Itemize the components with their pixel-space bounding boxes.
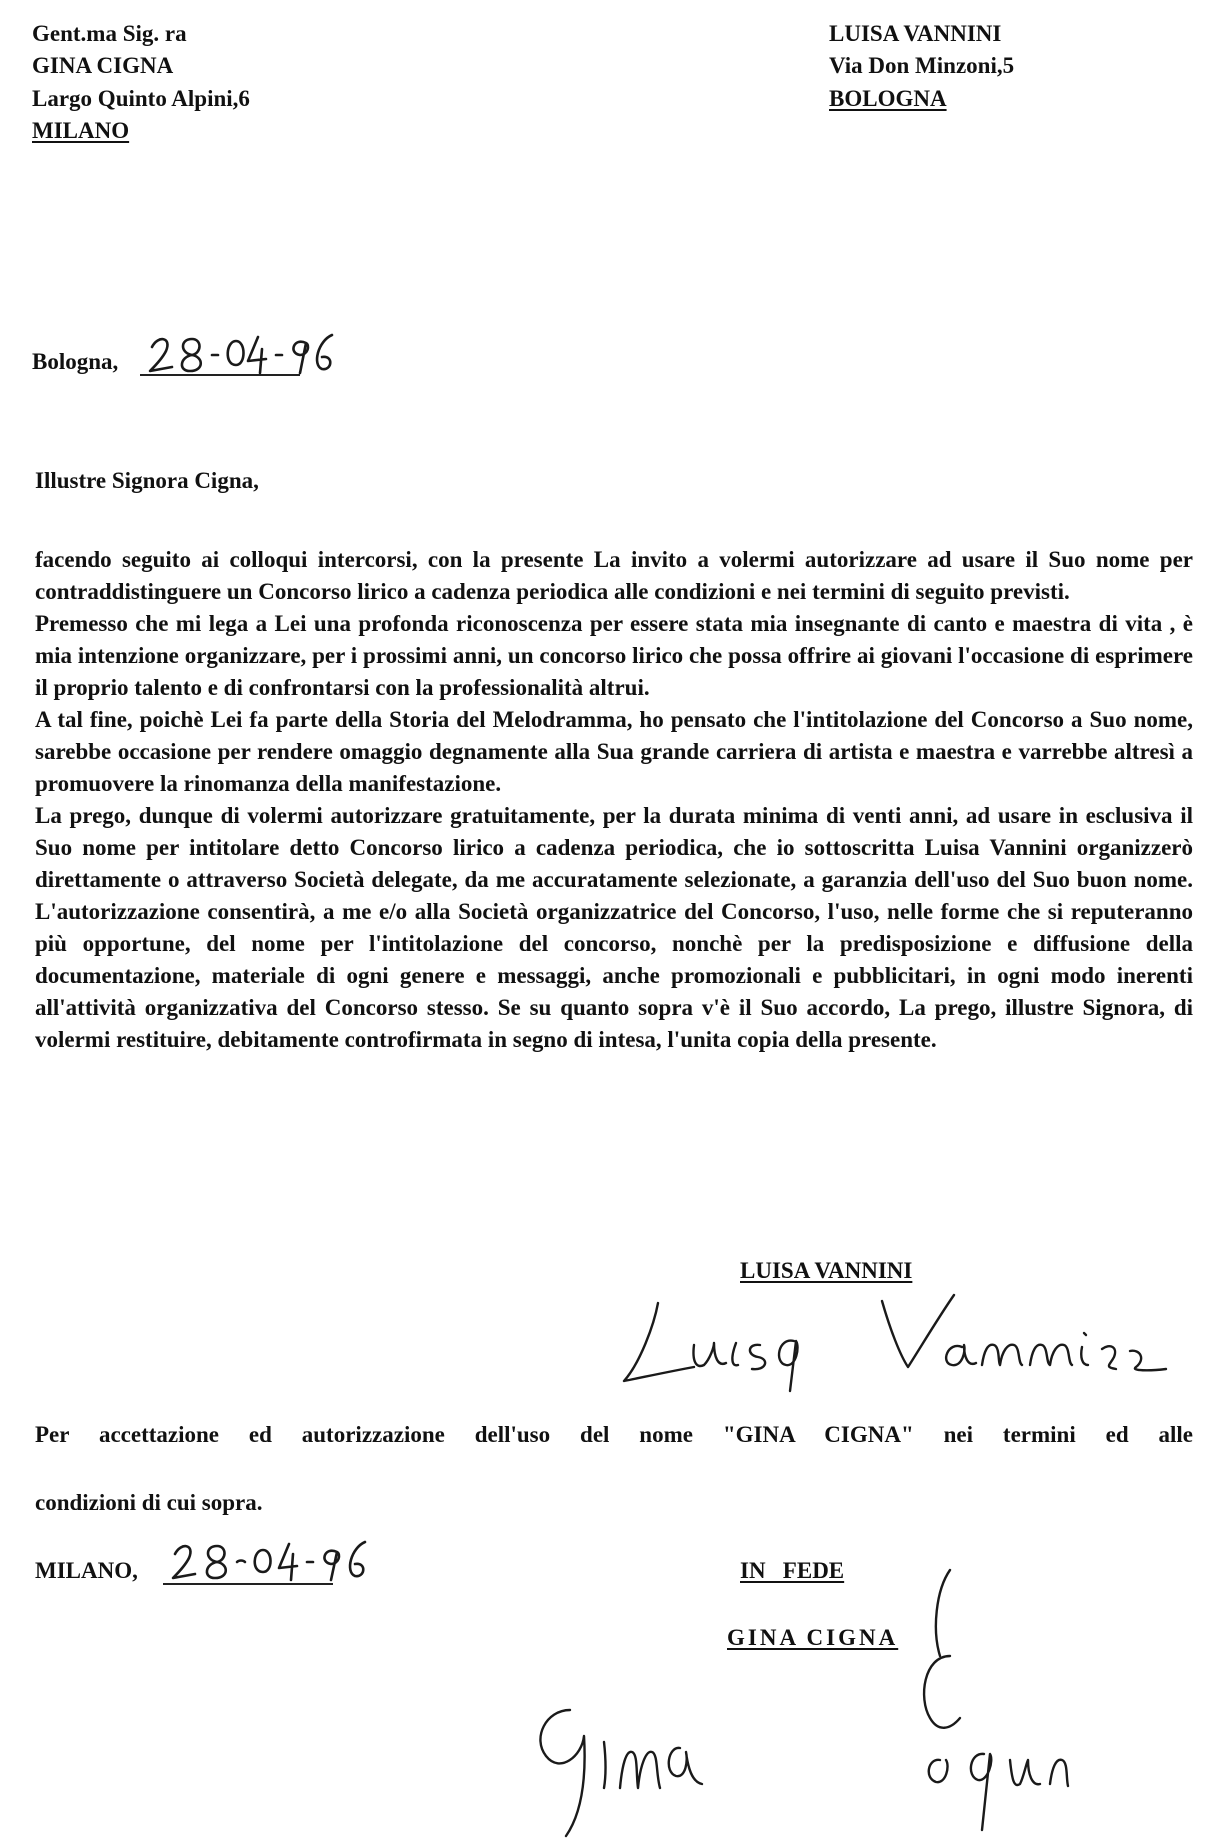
gina-cigna-handwritten-signature — [520, 1560, 1220, 1843]
acceptance-place: MILANO, — [35, 1558, 138, 1583]
body-paragraph-4: La prego, dunque di volermi autorizzare gratuitamente, per la durata minima di venti anni, ad usare in esclusiva il Suo nome per intitolare detto Concorso lirico a cadenza periodica, che io sottoscritta Luisa Vannini organizzerò direttamente o attraverso Società delegate, da me accuratamente selezionate, a garanzia dell'uso del Suo buon nome. L'autorizzazione consentirà, a me e/o alla Società organizzatrice del Concorso, l'uso, nelle forme che si reputeranno più opportune, del nome per l'intitolazione del concorso, nonchè per la predisposizione e diffusione della documentazione, materiale di ogni genere e messaggi, anche promozionali e pubblicitari, in ogni modo inerenti all'attività organizzativa del Concorso stesso. Se su quanto sopra v'è il Suo accordo, La prego, illustre Signora, di volermi restituire, debitamente controfirmata in segno di intesa, l'unita copia della presente. — [35, 803, 1193, 1052]
body-paragraph-3: A tal fine, poichè Lei fa parte della Storia del Melodramma, ho pensato che l'intitolazione del Concorso a Suo nome, sarebbe occasione per rendere omaggio degnamente alla Sua grande carriera di artista e maestra e varrebbe altresì a promuovere la rinomanza della manifestazione. — [35, 707, 1193, 796]
sender-handwritten-signature — [610, 1285, 1210, 1395]
acceptance-line-1: Per accettazione ed autorizzazione dell'uso del nome "GINA CIGNA" nei termini ed alle — [35, 1422, 1193, 1447]
in-fede-text: IN FEDE — [740, 1558, 845, 1583]
body-paragraph-2: Premesso che mi lega a Lei una profonda riconoscenza per essere stata mia insegnante di canto e maestra di vita , è mia intenzione organizzare, per i prossimi anni, un concorso lirico che possa offrire ai giovani l'occasione di esprimere il proprio talento e di confrontarsi con la professionalità altrui. — [35, 611, 1193, 700]
sender-signature-name: LUISA VANNINI — [740, 1258, 913, 1283]
acceptance-line-2: condizioni di cui sopra. — [35, 1490, 263, 1515]
sender-street: Via Don Minzoni,5 — [829, 53, 1015, 78]
recipient-city: MILANO — [32, 118, 130, 143]
recipient-salutation: Gent.ma Sig. ra — [32, 21, 187, 46]
place-label: Bologna, — [32, 349, 119, 374]
letter-body — [35, 544, 1193, 1056]
sender-city: BOLOGNA — [829, 86, 947, 111]
acceptance-name: GINA CIGNA — [727, 1625, 899, 1650]
handwritten-date-bologna — [140, 325, 340, 385]
greeting: Illustre Signora Cigna, — [35, 468, 259, 493]
recipient-name: GINA CIGNA — [32, 53, 174, 78]
body-paragraph-1: facendo seguito ai colloqui intercorsi, con la presente La invito a volermi autorizzare ad usare il Suo nome per contraddistinguere un Concorso lirico a cadenza periodica alle condizioni e nei termini di seguito previsti. — [35, 547, 1193, 604]
handwritten-date-milano — [165, 1532, 375, 1592]
sender-name: LUISA VANNINI — [829, 21, 1002, 46]
recipient-street: Largo Quinto Alpini,6 — [32, 86, 250, 111]
